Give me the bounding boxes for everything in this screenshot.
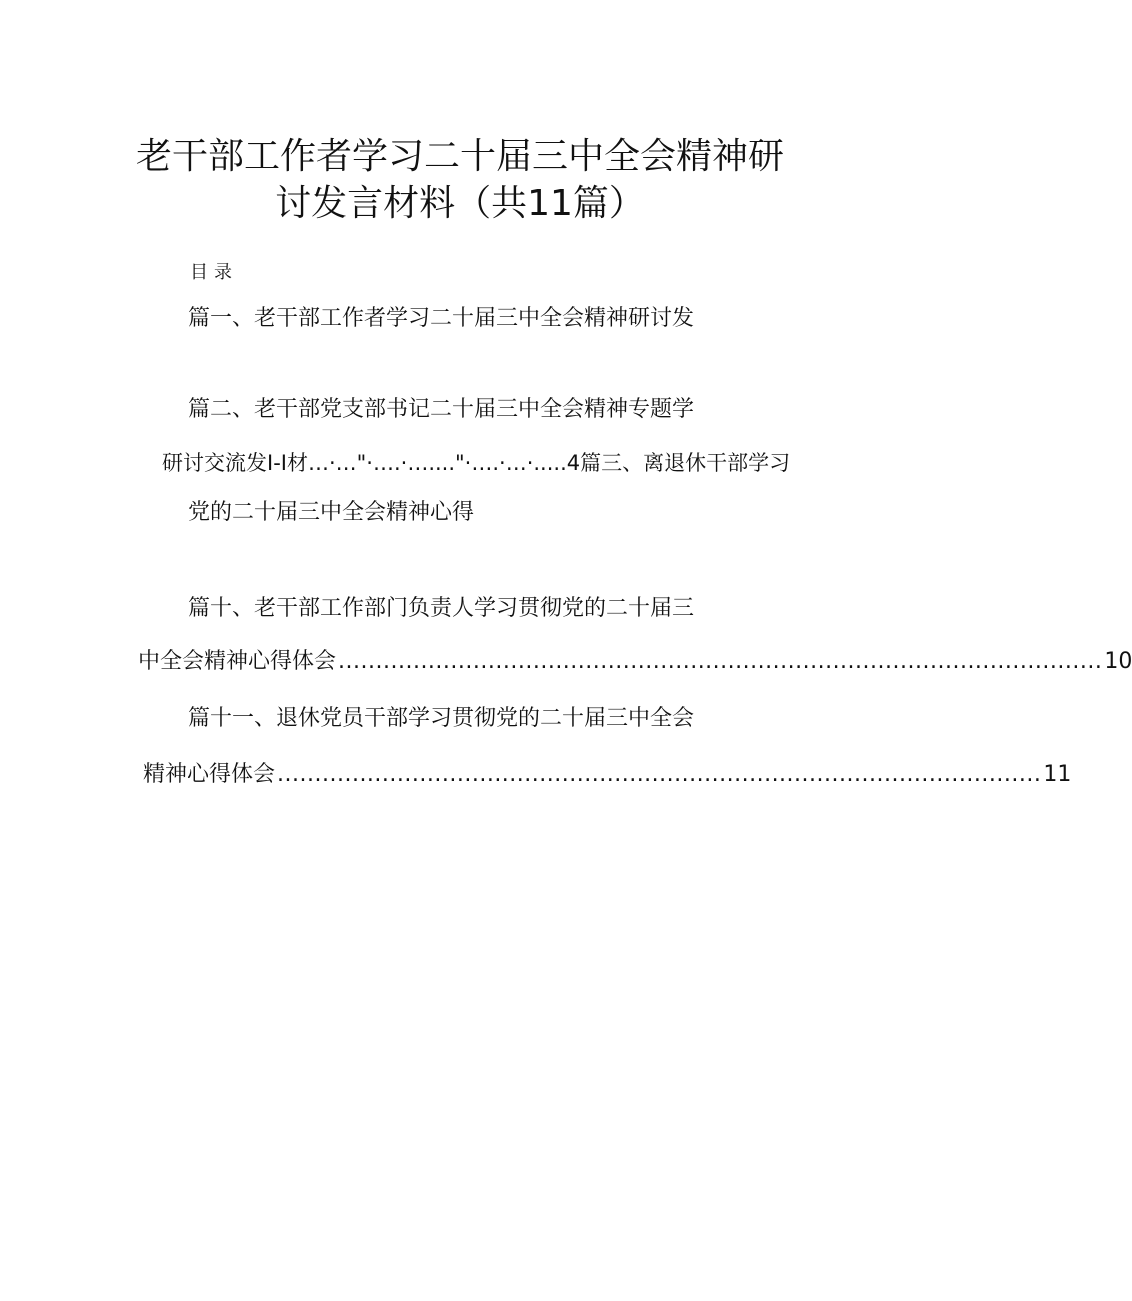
toc-entry-11-line-1[interactable]: 篇十一、退休党员干部学习贯彻党的二十届三中全会	[188, 706, 695, 731]
document-title-line-2: 讨发言材料（共11篇）	[275, 183, 645, 224]
toc-entry-10-line-1[interactable]: 篇十、老干部工作部门负责人学习贯彻党的二十届三	[188, 596, 695, 621]
toc-page-number: 11	[1043, 762, 1072, 787]
toc-entry-2-line-2[interactable]: 研讨交流发I-I材…·…"·….·…...."·….·…·.....4篇三、离退休干部学习	[162, 451, 791, 475]
toc-entry-11-text: 精神心得体会	[143, 762, 276, 787]
toc-leader-dots: ......................................................................................................	[277, 762, 1042, 787]
document-title-line-1: 老干部工作者学习二十届三中全会精神研	[135, 136, 784, 177]
toc-entry-10-text: 中全会精神心得体会	[138, 649, 337, 674]
toc-heading: 目录	[190, 262, 238, 283]
toc-entry-1-line-1[interactable]: 篇一、老干部工作者学习二十届三中全会精神研讨发	[188, 306, 695, 331]
toc-entry-2-line-3[interactable]: 党的二十届三中全会精神心得	[188, 500, 475, 525]
toc-leader-dots: ......................................................................................................	[338, 649, 1103, 674]
toc-entry-2-line-1[interactable]: 篇二、老干部党支部书记二十届三中全会精神专题学	[188, 397, 695, 422]
toc-entry-11-line-2[interactable]	[143, 760, 1072, 790]
toc-entry-10-line-2[interactable]	[138, 647, 1132, 677]
toc-page-number: 10	[1104, 649, 1132, 674]
